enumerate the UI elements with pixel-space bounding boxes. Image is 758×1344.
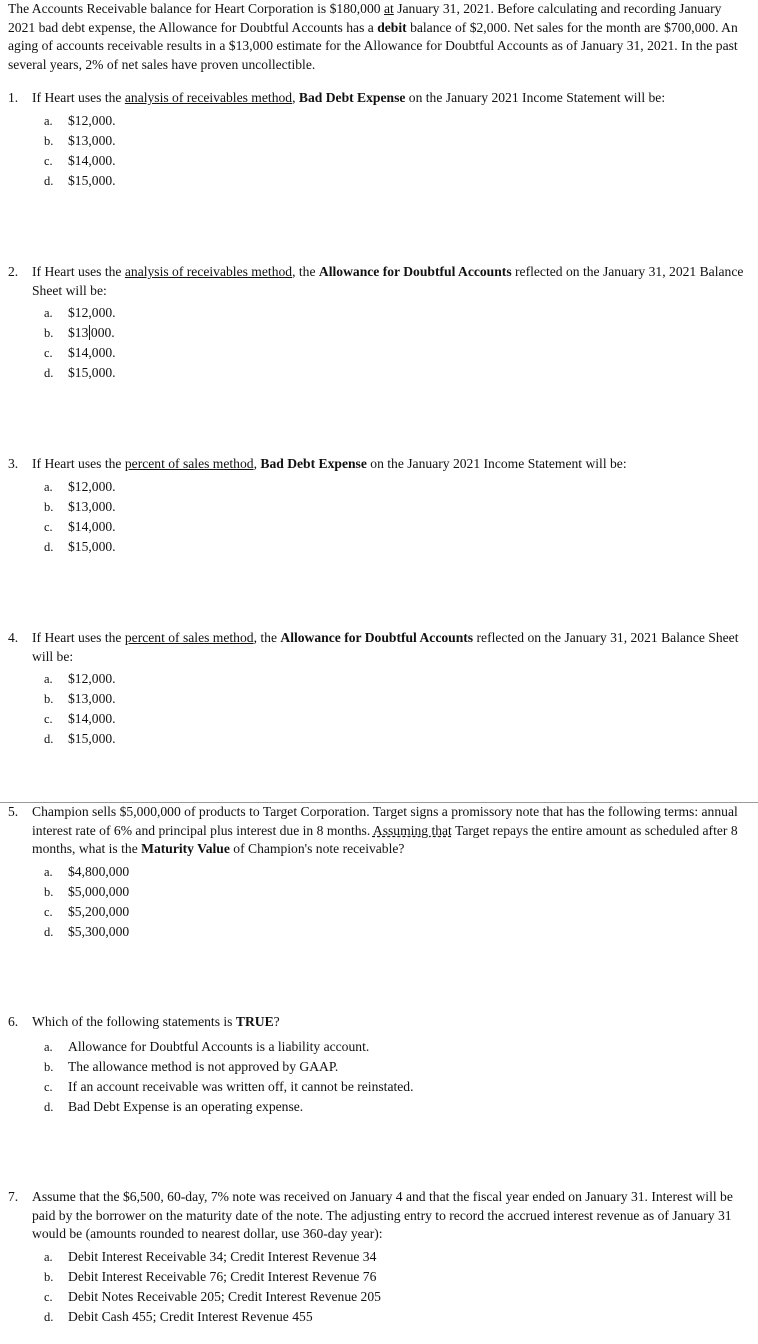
options-list (8, 303, 748, 383)
stem-text: Which of the following statements is (32, 1014, 236, 1029)
option-text: $5,300,000 (68, 923, 130, 939)
question-stem (8, 455, 748, 474)
option-a[interactable] (8, 669, 748, 689)
options-list (8, 669, 748, 749)
option-letter: b. (44, 499, 54, 514)
option-b[interactable] (8, 131, 748, 151)
option-a[interactable] (8, 1247, 748, 1267)
stem-text: of Champion's note receivable? (229, 841, 405, 856)
option-text: $12,000. (68, 305, 116, 320)
stem-bold: Bad Debt Expense (298, 90, 406, 105)
option-letter: b. (44, 884, 54, 899)
option-text: $14,000. (68, 152, 116, 168)
option-text-part: $13 (68, 325, 89, 340)
stem-text: Assume that the $6,500, 60-day, 7% note was received on January 4 and that the fiscal year ended on January 31. Interest will be paid by the borrower on the maturity date of the note. The adjusting entry to record the accrued interest revenue as of January 31 would be (amounts rounded to nearest dollar, use 360-day year): (32, 1189, 733, 1241)
question-7 (8, 1188, 748, 1327)
option-text: $14,000. (68, 711, 116, 726)
stem-text: If Heart uses the (32, 456, 125, 471)
option-letter: a. (44, 864, 53, 879)
question-stem (8, 1013, 748, 1032)
stem-text: , the (253, 630, 281, 645)
options-list (8, 477, 748, 557)
option-c[interactable] (8, 1287, 748, 1307)
stem-text: reflected on the January 31, 2021 Balance Sheet will be: (32, 630, 739, 664)
question-stem (8, 89, 748, 108)
option-b[interactable] (8, 689, 748, 709)
assuming-phrase: Assuming that (372, 822, 452, 838)
question-stem (8, 803, 748, 859)
option-text: $13,000. (68, 691, 116, 706)
option-d[interactable] (8, 1097, 748, 1117)
option-text: $15,000. (68, 731, 116, 746)
stem-text: on the January 2021 Income Statement will be: (366, 456, 627, 471)
options-list (8, 1037, 748, 1117)
option-text: $12,000. (68, 671, 116, 686)
option-text: $12,000. (68, 478, 116, 494)
option-text (68, 323, 115, 343)
option-letter: d. (44, 1309, 54, 1324)
question-stem (8, 263, 748, 300)
option-d[interactable] (8, 363, 748, 383)
option-text: $5,000,000 (68, 883, 130, 899)
option-text: $14,000. (68, 345, 116, 360)
stem-text: reflected on the January 31, 2021 Balance Sheet will be: (32, 264, 744, 298)
option-text-part: 000. (90, 325, 115, 340)
option-letter: c. (44, 346, 53, 360)
stem-text: Champion sells $5,000,000 of products to Target Corporation. Target signs a promissory note that has the following terms: annual interest rate of 6% and principal plus interest due in 8 months. (32, 804, 738, 838)
question-2 (8, 263, 748, 383)
option-text: If an account receivable was written off, it cannot be reinstated. (68, 1078, 414, 1094)
question-number: 4. (8, 630, 19, 645)
option-letter: a. (44, 306, 53, 320)
method-name: analysis of receivables method (124, 264, 293, 279)
option-b[interactable] (8, 323, 748, 343)
stem-text: ? (273, 1014, 280, 1029)
question-number: 1. (8, 90, 19, 105)
option-b[interactable] (8, 497, 748, 517)
question-6 (8, 1013, 748, 1117)
option-d[interactable] (8, 1307, 748, 1327)
stem-text: If Heart uses the (32, 264, 125, 279)
stem-text: Target repays the entire amount as scheduled after 8 months, what is the (32, 822, 738, 856)
option-b[interactable] (8, 1057, 748, 1077)
option-letter: a. (44, 113, 53, 128)
option-letter: a. (44, 479, 53, 494)
question-number: 6. (8, 1014, 19, 1029)
stem-bold: Bad Debt Expense (260, 456, 367, 471)
intro-debit-word: debit (377, 19, 407, 35)
option-letter: c. (44, 712, 53, 726)
option-letter: b. (44, 1269, 54, 1284)
stem-text: If Heart uses the (32, 630, 125, 645)
option-text: The allowance method is not approved by GAAP. (68, 1058, 339, 1074)
option-b[interactable] (8, 882, 748, 902)
option-letter: a. (44, 672, 53, 686)
options-list (8, 111, 748, 191)
option-d[interactable] (8, 729, 748, 749)
option-text: $14,000. (68, 518, 116, 534)
stem-bold: Allowance for Doubtful Accounts (318, 264, 512, 279)
option-b[interactable] (8, 1267, 748, 1287)
option-text: $15,000. (68, 538, 116, 554)
intro-paragraph (8, 0, 748, 75)
option-letter: c. (44, 1079, 53, 1094)
option-text: $4,800,000 (68, 863, 130, 879)
option-letter: d. (44, 173, 54, 188)
question-3 (8, 455, 748, 557)
option-letter: c. (44, 904, 53, 919)
method-name: percent of sales method (124, 456, 254, 471)
option-text: $15,000. (68, 172, 116, 188)
intro-text: The Accounts Receivable balance for Heart Corporation is $180,000 (8, 1, 384, 16)
option-text: Debit Cash 455; Credit Interest Revenue 455 (68, 1308, 313, 1324)
option-text: $15,000. (68, 365, 116, 380)
option-c[interactable] (8, 709, 748, 729)
stem-text: , (292, 90, 299, 105)
stem-bold: TRUE (235, 1014, 274, 1029)
intro-text: January 31, 2021. Before calculating and recording January 2021 bad debt expense, the Allowance for Doubtful Accounts has a (8, 1, 722, 35)
option-d[interactable] (8, 922, 748, 942)
option-c[interactable] (8, 902, 748, 922)
stem-text: If Heart uses the (32, 90, 125, 105)
question-stem (8, 629, 748, 666)
option-letter: d. (44, 539, 54, 554)
option-d[interactable] (8, 537, 748, 557)
option-text: Debit Notes Receivable 205; Credit Interest Revenue 205 (68, 1288, 381, 1304)
option-letter: a. (44, 1039, 53, 1054)
question-4 (8, 629, 748, 749)
option-text: $13,000. (68, 498, 116, 514)
option-a[interactable] (8, 477, 748, 497)
question-5 (8, 803, 748, 942)
option-text: $12,000. (68, 112, 116, 128)
option-letter: b. (44, 133, 54, 148)
option-letter: d. (44, 924, 54, 939)
options-list (8, 1247, 748, 1327)
question-stem (8, 1188, 748, 1244)
options-list (8, 862, 748, 942)
option-text: Allowance for Doubtful Accounts is a liability account. (68, 1038, 370, 1054)
question-number: 3. (8, 456, 19, 471)
method-name: analysis of receivables method (124, 90, 293, 105)
stem-text: on the January 2021 Income Statement will be: (405, 90, 666, 105)
option-letter: b. (44, 692, 54, 706)
option-letter: d. (44, 366, 54, 380)
option-a[interactable] (8, 111, 748, 131)
option-letter: b. (44, 326, 54, 340)
stem-text: , the (292, 264, 319, 279)
option-c[interactable] (8, 517, 748, 537)
option-text: Bad Debt Expense is an operating expense. (68, 1098, 304, 1114)
option-a[interactable] (8, 303, 748, 323)
option-letter: a. (44, 1249, 53, 1264)
option-letter: b. (44, 1059, 54, 1074)
method-name: percent of sales method (124, 630, 254, 645)
option-text: Debit Interest Receivable 76; Credit Interest Revenue 76 (68, 1268, 377, 1284)
question-number: 7. (8, 1189, 19, 1204)
option-letter: c. (44, 519, 53, 534)
question-number: 2. (8, 264, 19, 279)
question-1 (8, 89, 748, 191)
option-text: $13,000. (68, 132, 116, 148)
option-letter: c. (44, 153, 53, 168)
option-letter: d. (44, 1099, 54, 1114)
option-letter: c. (44, 1289, 53, 1304)
option-d[interactable] (8, 171, 748, 191)
stem-bold: Allowance for Doubtful Accounts (280, 630, 474, 645)
option-c[interactable] (8, 1077, 748, 1097)
intro-at-word: at (383, 1, 394, 16)
option-c[interactable] (8, 343, 748, 363)
option-letter: d. (44, 732, 54, 746)
option-c[interactable] (8, 151, 748, 171)
stem-bold: Maturity Value (141, 841, 230, 856)
option-text: $5,200,000 (68, 903, 130, 919)
stem-text: , (253, 456, 261, 471)
question-number: 5. (8, 804, 19, 819)
intro-text: balance of $2,000. Net sales for the month are $700,000. An aging of accounts receivable results in a $13,000 estimate for the Allowance for Doubtful Accounts as of January 31, 2021. In the past several years, 2% of net sales have proven uncollectible. (8, 19, 738, 73)
option-a[interactable] (8, 862, 748, 882)
option-text: Debit Interest Receivable 34; Credit Interest Revenue 34 (68, 1248, 377, 1264)
option-a[interactable] (8, 1037, 748, 1057)
